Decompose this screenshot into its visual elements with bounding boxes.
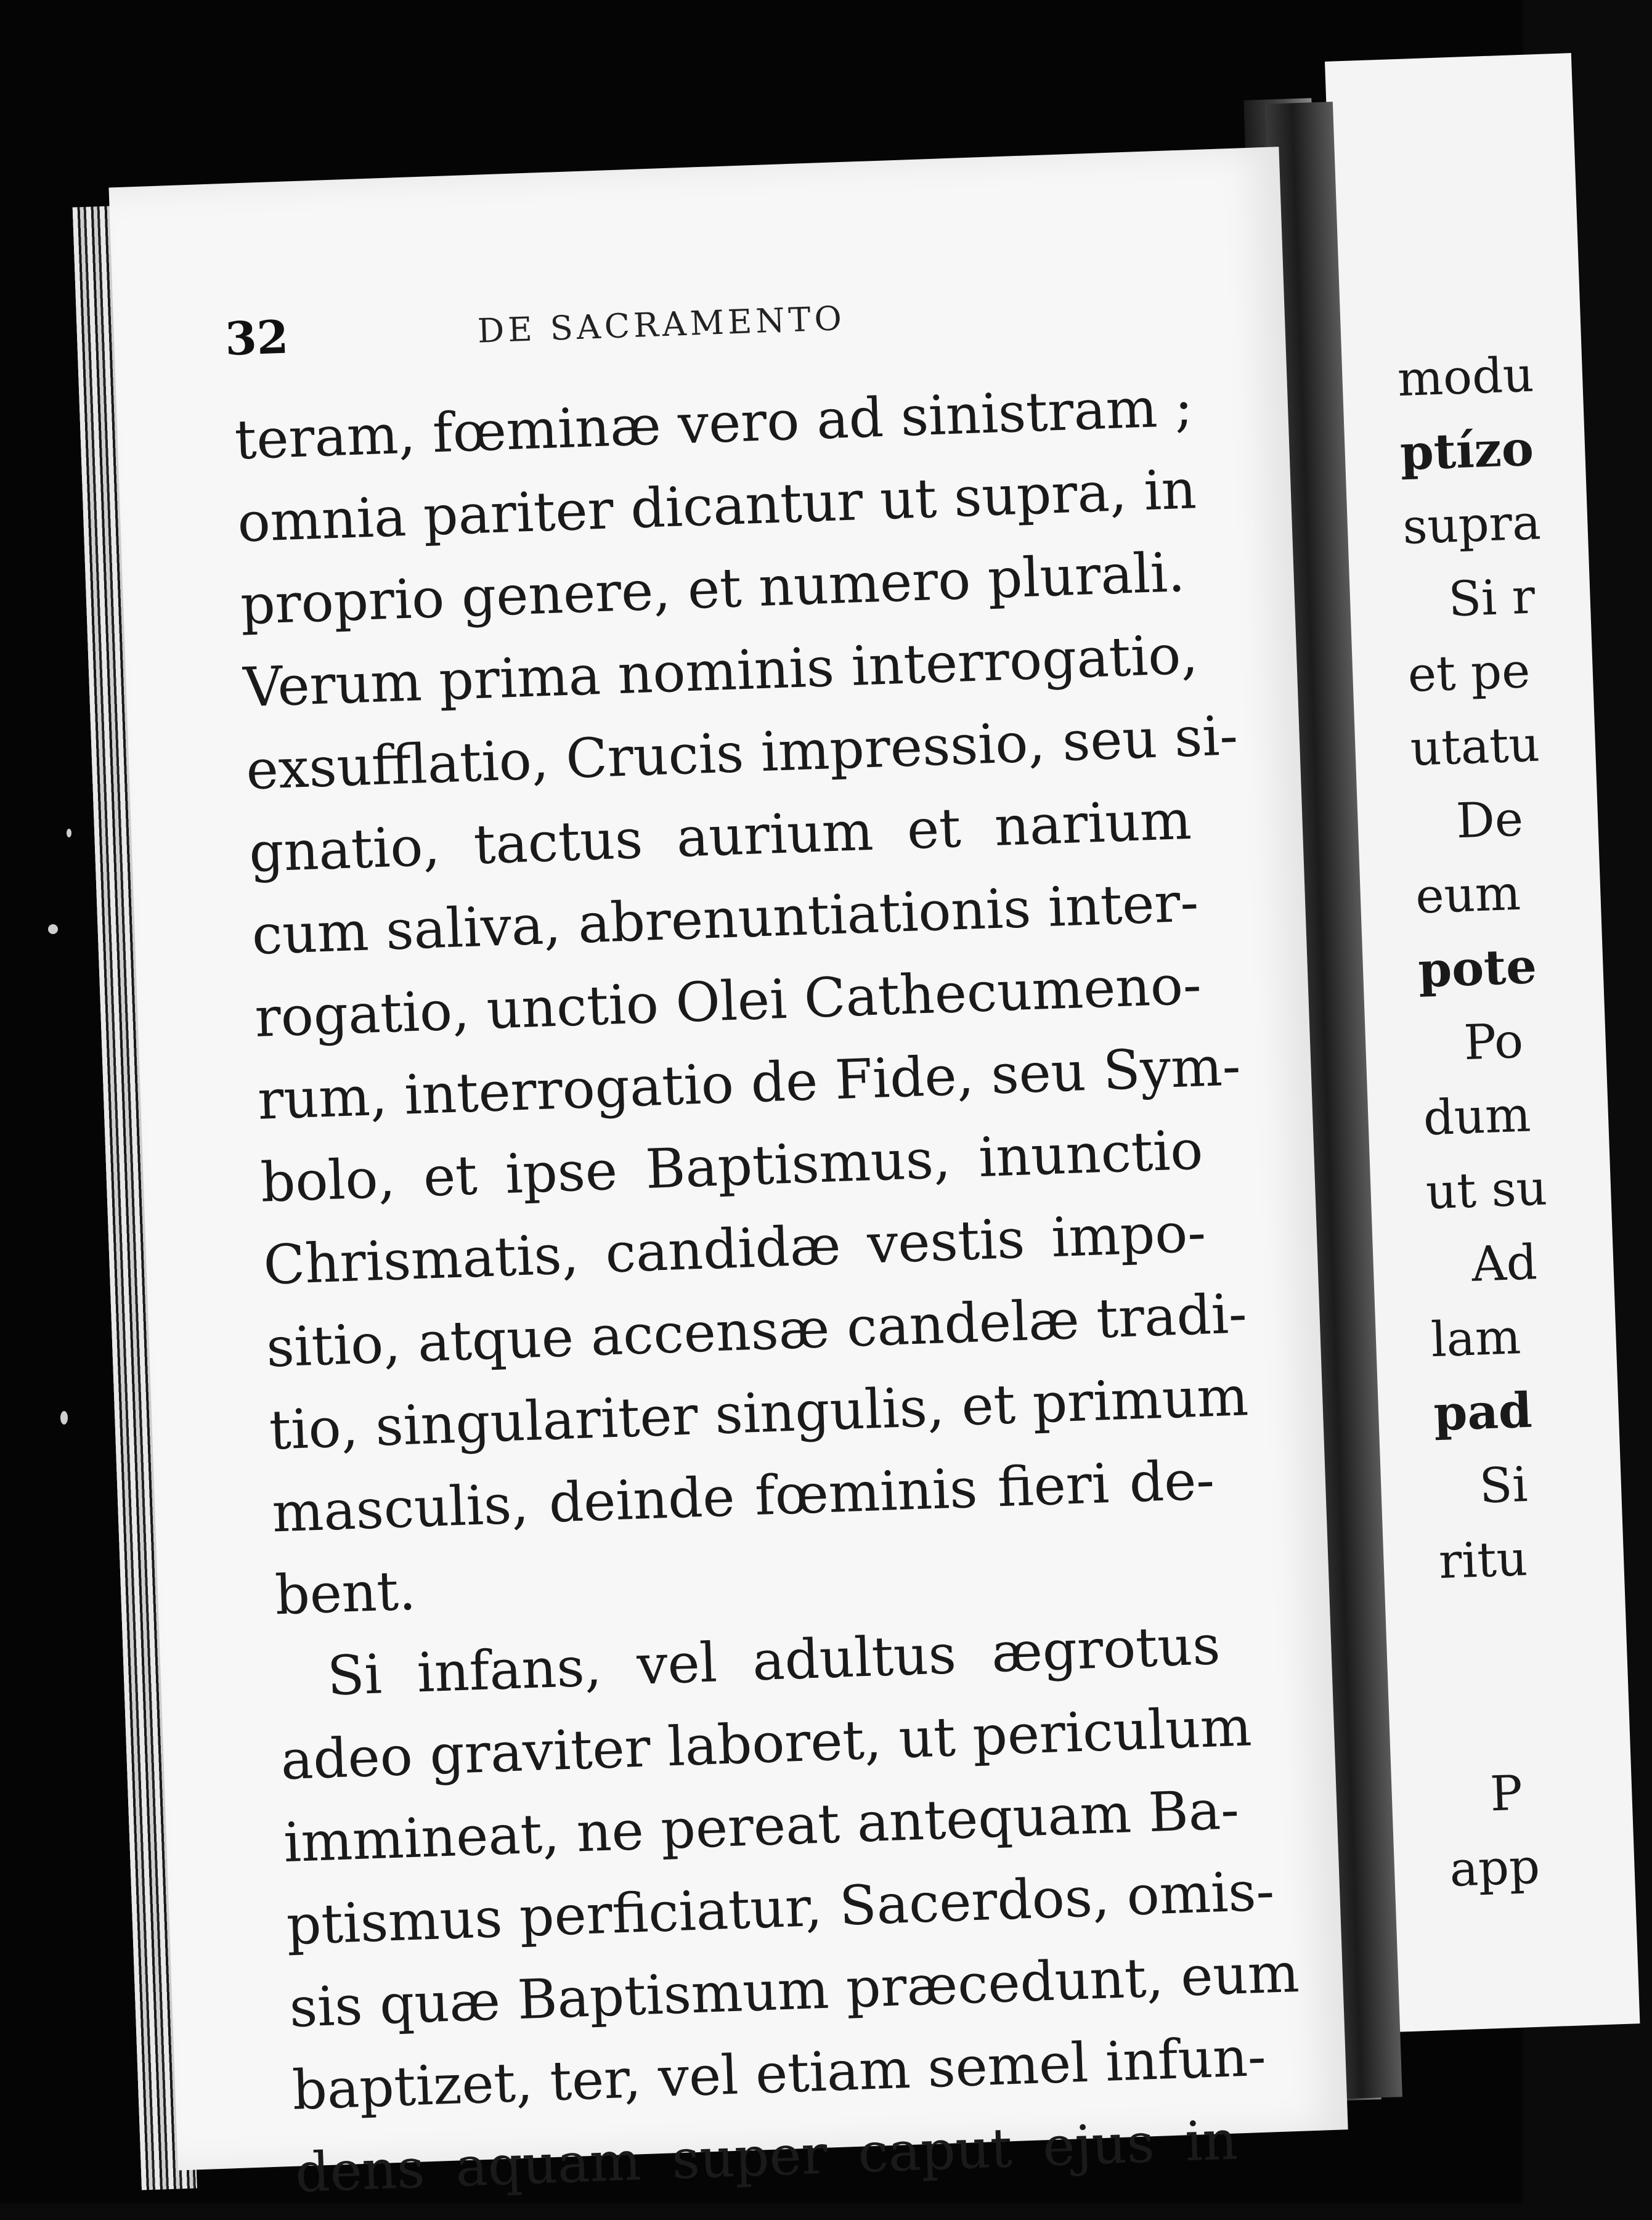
text-line: ptismus perficiatur, Sacerdos, omis- (285, 1859, 1276, 1958)
text-line: rum, interrogatio de Fide, seu Sym- (256, 1034, 1242, 1132)
facing-line: app (1448, 1839, 1541, 1898)
text-line: cum saliva, abrenuntiationis inter- (251, 870, 1200, 967)
facing-line: P (1489, 1765, 1524, 1823)
facing-line: supra (1401, 495, 1542, 556)
facing-line: Po (1463, 1013, 1524, 1071)
body-text (234, 366, 1301, 2214)
facing-line: ritu (1438, 1531, 1529, 1590)
facing-line: lam (1430, 1309, 1522, 1368)
facing-page-tail (1446, 1752, 1648, 1907)
text-line: baptizet, ter, vel etiam semel infun- (291, 2024, 1267, 2122)
page-number: 32 (224, 311, 290, 366)
text-line: masculis, deinde fœminis fieri de- (271, 1448, 1216, 1545)
running-header: DE SACRAMENTO (476, 298, 846, 351)
text-line: proprio genere, et numero plurali. (239, 540, 1186, 637)
left-page (108, 147, 1348, 2205)
facing-line: pad (1433, 1382, 1533, 1442)
dust-speck (67, 829, 71, 837)
text-line: omnia pariter dicantur ut supra, in (236, 457, 1198, 555)
dust-speck (60, 1411, 68, 1425)
text-line: tio, singulariter singulis, et primum (268, 1364, 1250, 1462)
dust-speck (48, 924, 58, 934)
running-head (224, 281, 1150, 381)
text-line: gnatio, tactus aurium et narium (248, 787, 1193, 885)
text-line: sis quæ Baptismum præcedunt, eum (288, 1940, 1301, 2039)
text-line: Verum prima nominis interrogatio, (242, 622, 1199, 720)
facing-line: pote (1417, 938, 1538, 999)
text-line: exsufflatio, Crucis impressio, seu si- (245, 704, 1239, 802)
text-line: dens aquam super caput ejus in (294, 2108, 1239, 2205)
text-line: bolo, et ipse Baptismus, inunctio (259, 1118, 1204, 1214)
facing-line: ut su (1425, 1160, 1548, 1221)
facing-line: eum (1414, 865, 1522, 925)
facing-line: ptízo (1399, 420, 1535, 482)
facing-line: Si (1478, 1457, 1529, 1515)
facing-line: De (1455, 791, 1524, 850)
text-line: immineat, ne pereat antequam Ba- (282, 1778, 1240, 1875)
text-line: bent. (274, 1558, 417, 1627)
facing-page-text (1396, 336, 1637, 1599)
facing-line: dum (1422, 1087, 1532, 1147)
text-line: Si infans, vel adultus ægrotus (326, 1612, 1221, 1708)
text-line: sitio, atque accensæ candelæ tradi- (265, 1282, 1248, 1380)
facing-line: utatu (1409, 717, 1541, 777)
facing-line: modu (1396, 347, 1535, 408)
left-page-block (57, 65, 1410, 2205)
facing-line: et pe (1407, 643, 1531, 703)
facing-line: Si r (1447, 569, 1536, 628)
text-line: teram, fœminæ vero ad sinistram ; (234, 375, 1194, 472)
text-line: rogatio, unctio Olei Cathecumeno- (253, 953, 1203, 1049)
facing-line: Ad (1470, 1235, 1539, 1293)
text-line: adeo graviter laboret, ut periculum (279, 1694, 1253, 1792)
text-line: Chrismatis, candidæ vestis impo- (262, 1200, 1207, 1297)
